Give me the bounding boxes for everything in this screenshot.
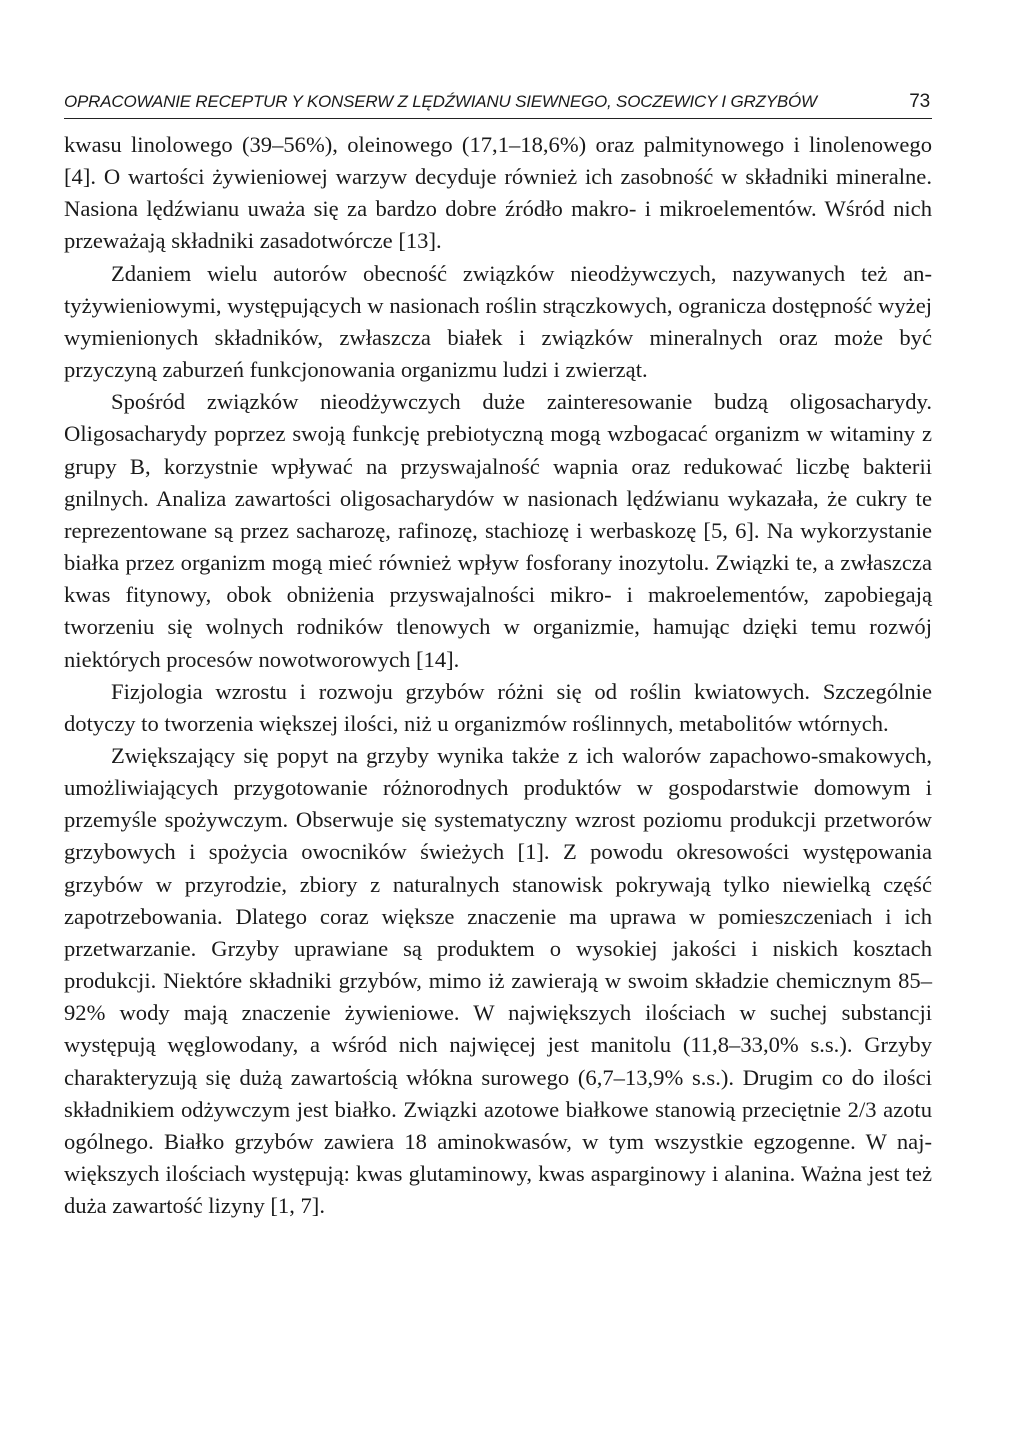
paragraph-oligosaccharides: Spośród związków nieodżywczych duże zainteresowanie budzą oligosacharydy. Oligosacharydy poprzez swoją funkcję prebiotyczną mogą wzbogacać organizm w witaminy z grupy B, korzystnie wpływać na przyswajalność wapnia oraz redukować liczbę bakterii gnilnych. Analiza zawartości oligosacharydów w nasionach lędźwianu wykazała, że cukry te reprezentowane są przez sacharozę, rafinozę, stachiozę i werbaskozę [5, 6]. Na wykorzystanie białka przez organizm mogą mieć również wpływ fosforany inozytolu. Związki te, a zwłaszcza kwas fitynowy, obok obniżenia przyswajalności mikro- i makroelementów, zapobiegają tworzeniu się wolnych rodników tlenowych w organizmie, hamując dzięki temu rozwój niektórych procesów nowotworowych [14]. xyxy=(64,389,932,672)
document-page xyxy=(64,88,932,1222)
paragraph-antinutrients: Zdaniem wielu autorów obecność związków nieodżywczych, nazywanych też antyżywieniowymi, występujących w nasionach roślin strączkowych, ogranicza dostępność wyżej wymienionych składników, zwłaszcza białek i związków mineralnych oraz może być przyczyną zaburzeń funkcjonowania organizmu ludzi i zwierząt. xyxy=(64,260,932,383)
paragraph-mushroom-demand: Zwiększający się popyt na grzyby wynika także z ich walorów zapachowo-smakowych, umożliwiających przygotowanie różnorodnych produktów w gospodarstwie domowym i przemyśle spożywczym. Obserwuje się systematyczny wzrost poziomu produkcji przetworów grzybowych i spożycia owocników świeżych [1]. Z powodu okresowości występowania grzybów w przyrodzie, zbiory z naturalnych stanowisk pokrywają tylko niewielką część zapotrzebowania. Dlatego coraz większe znaczenie ma uprawa w pomieszczeniach i ich przetwarzanie. Grzyby uprawiane są produktem o wysokiej jakości i niskich kosztach produkcji. Niektóre składniki grzybów, mimo iż zawierają w swoim składzie chemicznym 85–92% wody mają znaczenie żywieniowe. W największych ilościach w suchej substancji występują węglowodany, a wśród nich najwięcej jest manitolu (11,8–33,0% s.s.). Grzyby charakteryzują się dużą zawartością włókna surowego (6,7–13,9% s.s.). Drugim co do ilości składnikiem odżywczym jest białko. Związki azotowe białkowe stanowią przeciętnie 2/3 azotu ogólnego. Białko grzybów zawiera 18 aminokwasów, w tym wszystkie egzogenne. W największych ilościach występują: kwas glutaminowy, kwas asparginowy i alanina. Ważna jest też duża zawartość lizyny [1, 7]. xyxy=(64,742,932,1219)
body-text xyxy=(64,129,932,1222)
page-number: 73 xyxy=(909,91,930,112)
running-header xyxy=(64,88,932,119)
paragraph-fungi-physiology: Fizjologia wzrostu i rozwoju grzybów różni się od roślin kwiatowych. Szczególnie dotyczy to tworzenia większej ilości, niż u organizmów roślinnych, metabolitów wtórnych. xyxy=(64,678,932,736)
running-title: OPRACOWANIE RECEPTUR Y KONSERW Z LĘDŹWIANU SIEWNEGO, SOCZEWICY I GRZYBÓW xyxy=(64,92,817,111)
paragraph-continuation: kwasu linolowego (39–56%), oleinowego (17,1–18,6%) oraz palmitynowego i linolenowego [4]. O wartości żywieniowej warzyw decyduje również ich zasobność w składniki mineralne. Nasiona lędźwianu uważa się za bardzo dobre źródło makro- i mikroelementów. Wśród nich przeważają składniki zasadotwórcze [13]. xyxy=(64,132,932,254)
